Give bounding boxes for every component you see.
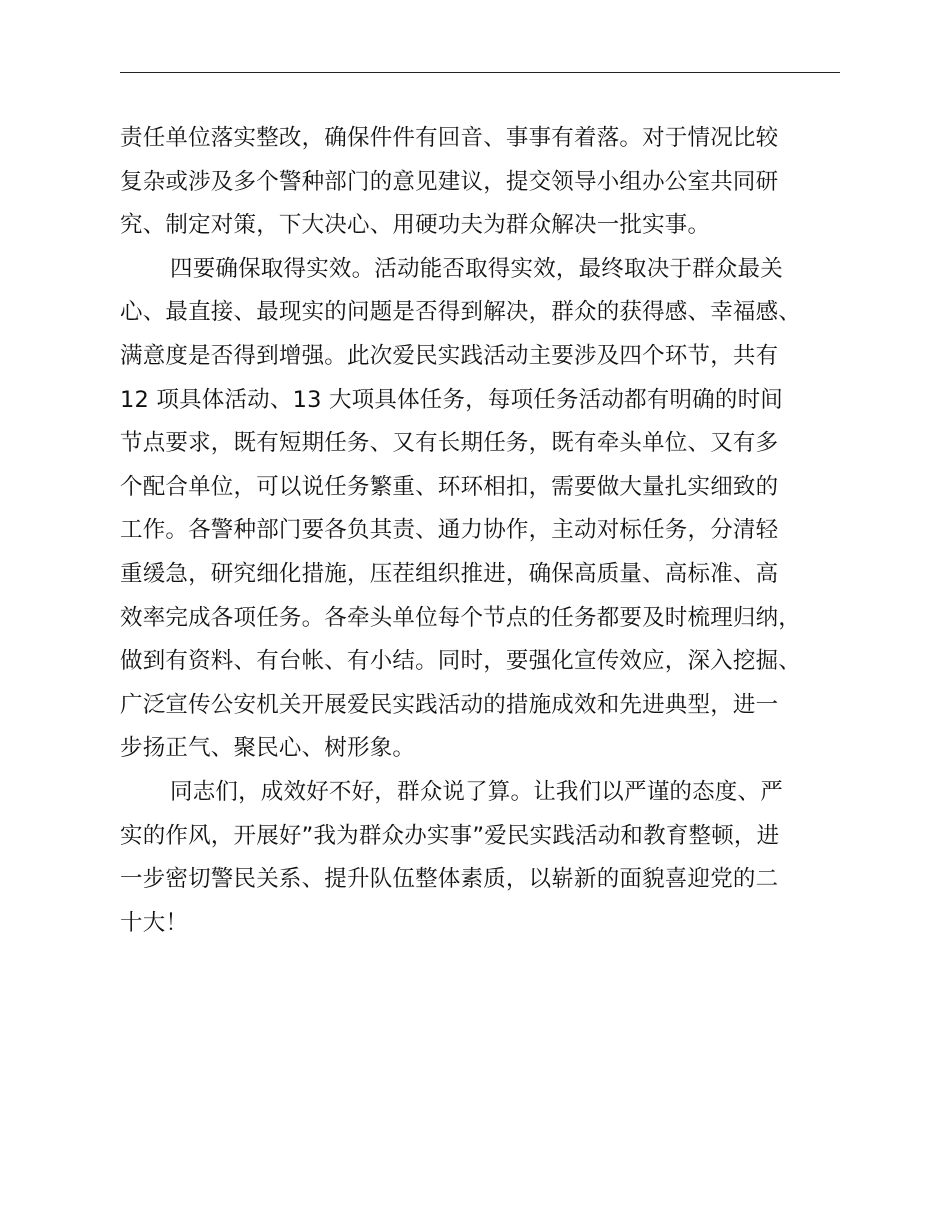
text-line: 责任单位落实整改，确保件件有回音、事事有着落。对于情况比较 [120,125,779,151]
text-line: 究、制定对策，下大决心、用硬功夫为群众解决一批实事。 [120,212,711,239]
text-line: 步扬正气、聚民心、树形象。 [120,735,416,762]
text-line: 12 项具体活动、13 大项具体任务，每项任务活动都有明确的时间 [120,386,783,413]
header-rule [120,72,840,73]
text-line: 效率完成各项任务。各牵头单位每个节点的任务都要及时梳理归纳， [120,604,802,631]
body-text [120,117,870,945]
text-line: 节点要求，既有短期任务、又有长期任务，既有牵头单位、又有多 [120,430,779,457]
paragraph-start-line: 同志们，成效好不好，群众说了算。让我们以严谨的态度、严 [170,778,783,805]
text-line: 广泛宣传公安机关开展爱民实践活动的措施成效和先进典型，进一 [120,691,779,718]
text-line: 个配合单位，可以说任务繁重、环环相扣，需要做大量扎实细致的 [120,473,779,500]
text-line: 一步密切警民关系、提升队伍整体素质，以崭新的面貌喜迎党的二 [120,866,779,893]
text-line: 重缓急，研究细化措施，压茬组织推进，确保高质量、高标准、高 [120,560,779,587]
text-line: 心、最直接、最现实的问题是否得到解决，群众的获得感、幸福感、 [120,299,802,326]
text-line: 实的作风，开展好”我为群众办实事”爱民实践活动和教育整顿，进 [120,822,780,849]
text-line: 复杂或涉及多个警种部门的意见建议，提交领导小组办公室共同研 [120,168,779,195]
text-line: 做到有资料、有台帐、有小结。同时，要强化宣传效应，深入挖掘、 [120,648,802,675]
text-line: 满意度是否得到增强。此次爱民实践活动主要涉及四个环节，共有 [120,342,779,369]
text-line: 工作。各警种部门要各负其责、通力协作，主动对标任务，分清轻 [120,517,779,544]
paragraph-start-line: 四要确保取得实效。活动能否取得实效，最终取决于群众最关 [170,255,783,282]
text-line: 十大！ [120,909,189,936]
